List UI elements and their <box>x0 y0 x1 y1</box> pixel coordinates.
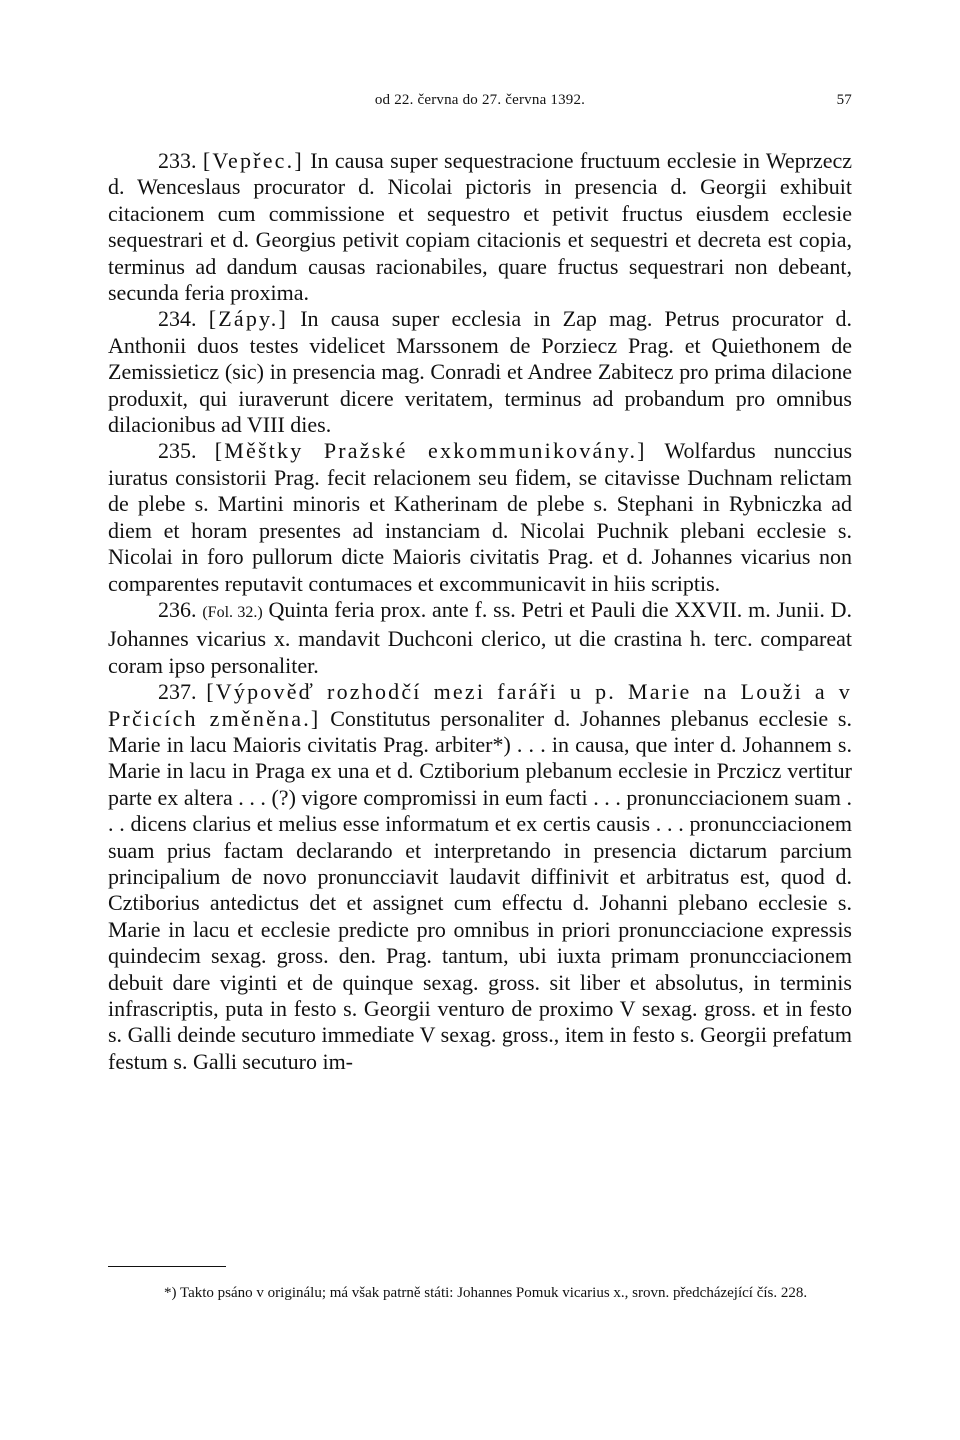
document-body <box>108 148 852 1075</box>
entry-number: 235. <box>158 438 197 464</box>
entry-233 <box>108 148 852 306</box>
footnote-rule <box>108 1266 226 1267</box>
entry-text: In causa super sequestracione fructuum ecclesie in Weprzecz d. Wenceslaus procurator d. Nicolai pictoris in presencia d. Georgii exhibuit citacionem cum commissione et sequestro et petivit fructus eiusdem ecclesie sequestrari et d. Georgius petivit copiam citacionis et sequestri et decreta est copia, terminus ad dandum causas racionabiles, quare fructus sequestrari non debeant, secunda feria proxima. <box>108 148 853 306</box>
entry-number: 236. <box>158 596 197 622</box>
running-title: od 22. června do 27. června 1392. <box>374 92 586 108</box>
page-number: 57 <box>836 92 852 108</box>
entry-title: [Vepřec.] <box>202 148 304 173</box>
entry-number: 234. <box>158 306 197 332</box>
entry-title: [Zápy.] <box>208 306 289 332</box>
entry-text: Quinta feria prox. ante f. ss. Petri et Pauli die XXVII. m. Junii. D. Johannes vicarius x. mandavit Duchconi clerico, ut die crastina h. terc. compareat coram ipso personaliter. <box>108 596 853 678</box>
entry-text: Constitutus personaliter d. Johannes plebanus ecclesie s. Marie in lacu Maioris civitatis Prag. arbiter*) . . . in causa, que inter d. Johannem s. Marie in lacu in Praga ex una et d. Cztiborium plebanum ecclesie in Prczicz vertitur parte ex altera . . . (?) vigore compromissi in eum facti . . . pronuncciacionem suam . . . dicens clarius et melius esse informatum et ex certis causis . . . pronuncciacionem suam prius factam declarando et interpretando in presencia dictarum parcium principalium de novo pronuncciavit laudavit diffinivit et arbitratus est, quod d. Cztiborius antedictus det et assignet cum effectu d. Johanni plebano ecclesie s. Marie in lacu et ecclesie predicte pro omnibus in priori pronuncciacione expressis quindecim sexag. gross. den. Prag. tantum, ubi iuxta primam pronuncciacionem debuit dare viginti et de quinque sexag. gross. sit liber et absolutus, in terminis infrascriptis, puta in festo s. Georgii venturo de proximo V sexag. gross. et in festo s. Galli deinde secuturo immediate V sexag. gross., item in festo s. Georgii prefatum festum s. Galli secuturo im- <box>108 705 852 1074</box>
entry-number: 237. <box>158 679 197 705</box>
entry-235 <box>108 438 852 596</box>
entry-text: In causa super ecclesia in Zap mag. Petrus procurator d. Anthonii duos testes videlicet Marssonem de Porziecz Prag. et Quiethonem de Zemissieticz (sic) in presencia mag. Conradi et Andree Zabitecz pro prima dilacione produxit, qui iuraverunt dicere veritatem, terminus ad probandum pro omnibus dilacionibus ad VIII dies. <box>108 306 853 438</box>
document-page <box>108 86 853 1301</box>
entry-number: 233. <box>158 148 197 173</box>
entry-237 <box>108 679 852 1075</box>
entry-text: Wolfardus nunccius iuratus consistorii Prag. fecit relacionem seu fidem, se citavisse Duchnam relictam de plebe s. Martini minoris et Katherinam de plebe s. Stephani in Rybniczka ad diem et horam presentes ad instanciam d. Nicolai Puchnik plebani ecclesie s. Nicolai in foro pullorum dicte Maioris civitatis Prag. et d. Johannes vicarius non comparentes reputavit contumaces et excommunicavit in hiis scriptis. <box>108 438 853 596</box>
footnote: *) Takto psáno v originálu; má však patrně státi: Johannes Pomuk vicarius x., srovn. předcházející čís. 228. <box>164 1285 808 1301</box>
footnotes <box>108 1266 852 1303</box>
entry-title: [Výpověď rozhodčí mezi faráři u p. Marie na Louži a v Prčicích změněna.] <box>108 679 852 731</box>
entry-title: [Měštky Pražské exkommunikovány.] <box>214 438 647 464</box>
folio-reference: (Fol. 32.) <box>202 603 263 621</box>
running-header <box>108 86 852 114</box>
entry-236 <box>108 597 852 679</box>
entry-234 <box>108 306 852 438</box>
